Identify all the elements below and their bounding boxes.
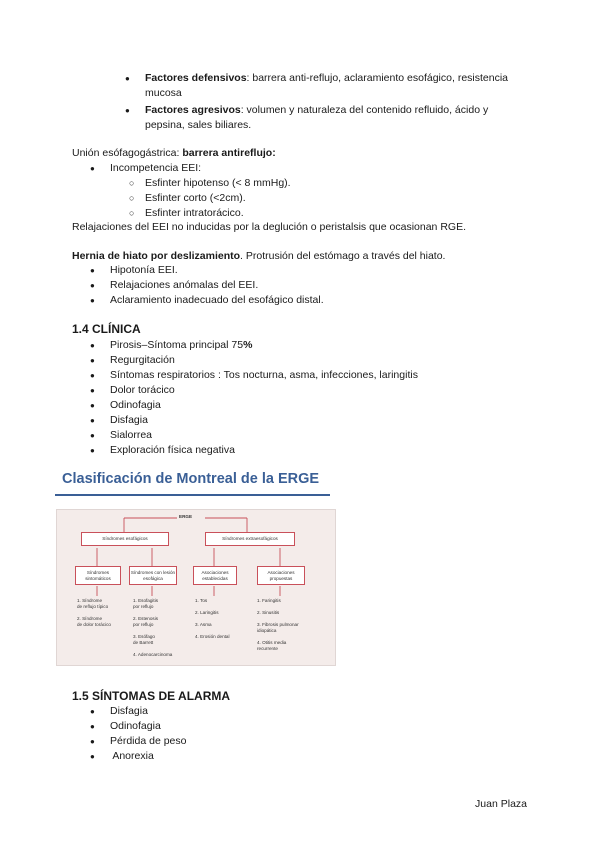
list-item: ● Dolor torácico (110, 383, 530, 398)
diagram-col-lesion: 1. Esofagitis por reflujo 2. Estenosis por reflujo 3. Esófago de Barrett 4. Adenocarcinoma (133, 598, 173, 657)
list-item: ● Incompetencia EEI: (110, 161, 510, 176)
list-item: ○ Esfinter intratorácico. (145, 206, 525, 221)
list-item: ● Hipotonía EEI. (110, 263, 510, 278)
union-paragraph: Unión esófagogástrica: barrera antireflujo: (72, 147, 276, 159)
clinica-heading: 1.4 CLÍNICA (72, 322, 141, 336)
union-list (110, 161, 510, 176)
alarma-list (110, 704, 410, 764)
hernia-list (110, 263, 510, 308)
list-item: ● Odinofagia (110, 398, 530, 413)
list-item: ● Exploración física negativa (110, 443, 530, 458)
list-item: ● Sialorrea (110, 428, 530, 443)
diagram-cat-sintomaticos: Síndromes sintomáticos (75, 566, 121, 585)
footer-author: Juan Plaza (475, 798, 527, 810)
diagram-cat-establecidas: Asociaciones establecidas (193, 566, 237, 585)
list-item: ● Relajaciones anómalas del EEI. (110, 278, 510, 293)
list-item: ● Disfagia (110, 704, 410, 719)
list-item: ● Disfagia (110, 413, 530, 428)
diagram-right-group: Síndromes extraesofágicos (205, 532, 295, 546)
montreal-diagram (56, 509, 336, 666)
list-item: ● Regurgitación (110, 353, 530, 368)
clinica-list (110, 338, 530, 458)
relajaciones-paragraph: Relajaciones del EEI no inducidas por la deglución o peristalsis que ocasionan RGE. (72, 221, 466, 233)
montreal-title: Clasificación de Montreal de la ERGE (62, 471, 320, 487)
montreal-title-rule (55, 494, 330, 496)
alarma-heading: 1.5 SÍNTOMAS DE ALARMA (72, 689, 231, 703)
list-item: ● Factores defensivos: barrera anti-reflujo, aclaramiento esofágico, resistencia mucosa (145, 71, 525, 101)
diagram-col-propuestas: 1. Faringitis 2. Sinusitis 3. Fibrosis pulmonar idiopática 4. Otitis media recurrente (257, 598, 299, 651)
defense-factors-list (145, 71, 525, 133)
list-item: ● Anorexia (110, 749, 410, 764)
list-item: ● Síntomas respiratorios : Tos nocturna, asma, infecciones, laringitis (110, 368, 530, 383)
union-sublist (145, 176, 525, 221)
diagram-col-establecidas: 1. Tos 2. Laringitis 3. Asma 4. Erosión dental (195, 598, 230, 639)
diagram-cat-lesion: Síndromes con lesión esofágica (129, 566, 177, 585)
diagram-cat-propuestas: Asociaciones propuestas (257, 566, 305, 585)
diagram-col-sintomaticos: 1. Síndrome de reflujo típico 2. Síndrome de dolor torácico (77, 598, 111, 627)
list-item: ○ Esfinter hipotenso (< 8 mmHg). (145, 176, 525, 191)
list-item: ● Odinofagia (110, 719, 410, 734)
hernia-paragraph: Hernia de hiato por deslizamiento. Protrusión del estómago a través del hiato. (72, 250, 446, 262)
list-item: ● Factores agresivos: volumen y naturaleza del contenido refluido, ácido y pepsina, sales biliares. (145, 103, 525, 133)
list-item: ● Pirosis–Síntoma principal 75% (110, 338, 530, 353)
diagram-root: ERGE (179, 514, 193, 519)
list-item: ● Pérdida de peso (110, 734, 410, 749)
list-item: ● Aclaramiento inadecuado del esofágico distal. (110, 293, 510, 308)
list-item: ○ Esfinter corto (<2cm). (145, 191, 525, 206)
diagram-left-group: Síndromes esofágicos (81, 532, 169, 546)
